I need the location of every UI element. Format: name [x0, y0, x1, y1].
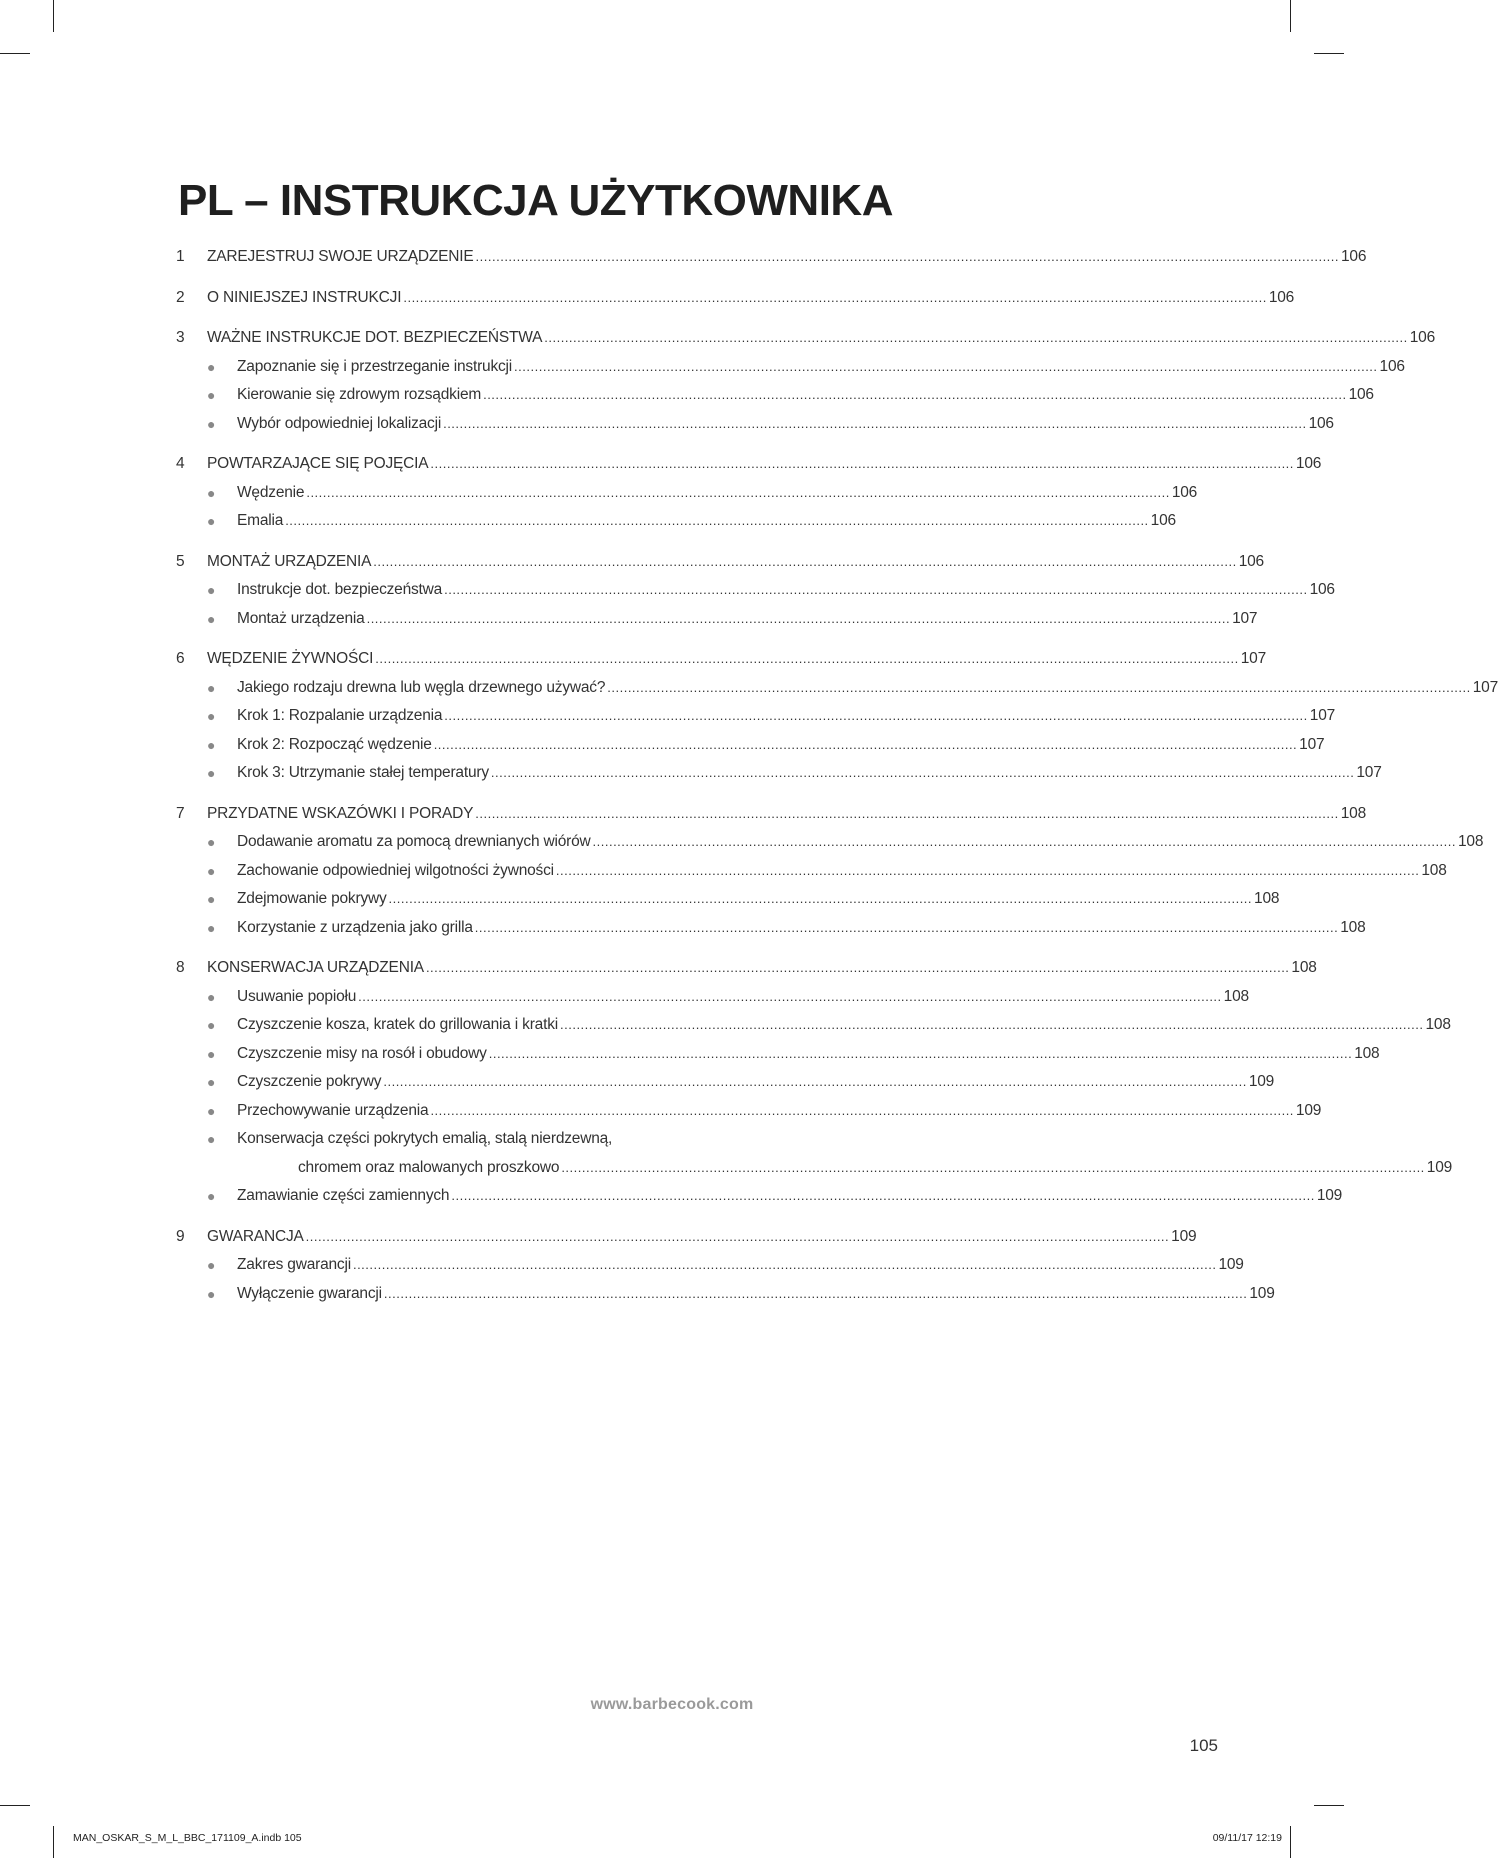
toc-subentry-label: Montaż urządzenia [237, 609, 365, 627]
dot-leader [375, 645, 1238, 674]
bullet-icon: ● [207, 358, 216, 375]
toc-subentry-label: Jakiego rodzaju drewna lub węgla drzewnego używać? [237, 678, 606, 696]
toc-subentry-label: Korzystanie z urządzenia jako grilla [237, 918, 473, 936]
toc-page-number: 106 [1171, 483, 1198, 501]
toc-subentry-label: Emalia [237, 512, 284, 529]
dot-leader [476, 243, 1339, 272]
dot-leader [384, 1280, 1247, 1309]
toc-page-number: 106 [1309, 581, 1335, 598]
toc-entry[interactable] [176, 645, 1266, 674]
toc-page-number: 108 [1291, 959, 1317, 976]
toc-subentry-label: Czyszczenie kosza, kratek do grillowania i kratki [237, 1016, 558, 1033]
toc-page-number: 109 [1171, 1227, 1197, 1245]
bullet-icon: ● [207, 387, 216, 403]
bullet-icon: ● [207, 1017, 216, 1033]
toc-entry[interactable] [176, 324, 1436, 353]
toc-page-number: 109 [1426, 1158, 1453, 1176]
bullet-icon: ● [207, 1257, 216, 1273]
print-datetime: 09/11/17 12:19 [1212, 1832, 1282, 1844]
dot-leader [593, 828, 1456, 857]
toc-entry-label: GWARANCJA [207, 1227, 304, 1245]
toc-subentry-label: Wybór odpowiedniej lokalizacji [237, 414, 442, 432]
dot-leader [475, 914, 1338, 943]
print-file-info: MAN_OSKAR_S_M_L_BBC_171109_A.indb 105 [73, 1832, 302, 1844]
toc-section-number: 2 [176, 288, 185, 306]
toc-page-number: 106 [1308, 414, 1334, 432]
toc-section [176, 284, 1295, 313]
toc-subentry[interactable] [176, 1068, 1275, 1097]
toc-page-number: 107 [1472, 678, 1498, 696]
toc-subentry-label: Wędzenie [237, 483, 305, 501]
toc-subentry[interactable] [176, 381, 1374, 410]
toc-subentry-label: Krok 2: Rozpocząć wędzenie [237, 735, 432, 753]
toc-subentry[interactable] [176, 759, 1382, 788]
toc-subentry[interactable] [176, 983, 1249, 1012]
toc-section [176, 243, 1367, 272]
toc-entry[interactable] [176, 450, 1322, 479]
dot-leader [353, 1251, 1216, 1280]
toc-subentry-label: Dodawanie aromatu za pomocą drewnianych wiórów [237, 833, 591, 850]
toc-entry-label: MONTAŻ URZĄDZENIA [207, 552, 372, 570]
toc-subentry-label: Czyszczenie pokrywy [237, 1073, 382, 1090]
toc-section [176, 954, 1453, 1211]
toc-subentry[interactable] [176, 885, 1280, 914]
toc-section [176, 800, 1484, 943]
table-of-contents [176, 243, 1498, 1320]
toc-subentry-label: Krok 3: Utrzymanie stałej temperatury [237, 764, 489, 781]
dot-leader [373, 548, 1236, 577]
toc-entry[interactable] [176, 800, 1366, 829]
toc-page-number: 106 [1295, 455, 1322, 472]
toc-subentry-label: Instrukcje dot. bezpieczeństwa [237, 581, 443, 598]
toc-page-number: 106 [1268, 288, 1295, 306]
toc-page-number: 106 [1409, 329, 1436, 346]
toc-section-number: 1 [176, 248, 185, 265]
toc-subentry-label: Konserwacja części pokrytych emalią, stalą nierdzewną, [237, 1130, 613, 1147]
toc-subentry-label: Usuwanie popiołu [237, 987, 357, 1005]
toc-subentry[interactable] [176, 605, 1258, 634]
toc-section [176, 324, 1436, 438]
dot-leader [556, 857, 1419, 886]
toc-page-number: 109 [1248, 1073, 1275, 1090]
toc-subentry[interactable] [176, 353, 1405, 382]
toc-subentry-label-continued: chromem oraz malowanych proszkowo [298, 1158, 560, 1176]
toc-subentry-label: Przechowywanie urządzenia [237, 1101, 429, 1119]
dot-leader [491, 759, 1354, 788]
toc-page-number: 106 [1238, 552, 1264, 570]
toc-page-number: 106 [1348, 386, 1374, 403]
dot-leader [444, 702, 1307, 731]
toc-section-number: 7 [176, 804, 185, 822]
toc-entry[interactable] [176, 548, 1264, 577]
toc-section [176, 645, 1498, 788]
dot-leader [444, 576, 1307, 605]
toc-subentry[interactable] [176, 1011, 1451, 1040]
dot-leader [426, 954, 1289, 983]
bullet-icon: ● [207, 679, 216, 696]
crop-mark [53, 0, 54, 32]
bullet-icon: ● [207, 919, 216, 936]
toc-section-number: 4 [176, 455, 185, 472]
bullet-icon: ● [207, 1102, 216, 1119]
toc-entry[interactable] [176, 243, 1367, 272]
toc-subentry[interactable] [176, 507, 1176, 536]
toc-entry-label: O NINIEJSZEJ INSTRUKCJI [207, 288, 402, 306]
toc-subentry[interactable] [176, 828, 1484, 857]
dot-leader [475, 800, 1338, 829]
toc-page-number: 108 [1340, 804, 1366, 822]
toc-subentry-label: Zdejmowanie pokrywy [237, 890, 387, 907]
toc-page-number: 107 [1299, 735, 1325, 753]
bullet-icon: ● [207, 1045, 216, 1062]
bullet-icon: ● [207, 1285, 216, 1302]
website-url[interactable]: www.barbecook.com [590, 1696, 754, 1713]
dot-leader [483, 381, 1346, 410]
bullet-icon: ● [207, 891, 216, 907]
dot-leader [560, 1011, 1423, 1040]
bullet-icon: ● [207, 1188, 216, 1204]
bullet-icon: ● [207, 862, 216, 879]
toc-subentry[interactable] [176, 479, 1198, 508]
toc-page-number: 106 [1150, 512, 1176, 529]
dot-leader [430, 1097, 1293, 1126]
toc-page-number: 108 [1223, 987, 1249, 1005]
toc-page-number: 106 [1379, 357, 1405, 375]
dot-leader [306, 1223, 1169, 1252]
toc-subentry-label: Zapoznanie się i przestrzeganie instrukcji [237, 357, 513, 375]
crop-mark [1314, 53, 1344, 54]
toc-page-number: 108 [1254, 890, 1280, 907]
bullet-icon: ● [207, 582, 216, 598]
bullet-icon: ● [207, 513, 216, 529]
bullet-icon: ● [207, 736, 216, 753]
toc-entry-label: PRZYDATNE WSKAZÓWKI I PORADY [207, 804, 474, 822]
toc-section-number: 5 [176, 552, 185, 570]
toc-entry[interactable] [176, 954, 1317, 983]
toc-entry[interactable] [176, 284, 1295, 313]
toc-page-number: 107 [1309, 707, 1336, 724]
toc-section-number: 9 [176, 1227, 185, 1245]
toc-entry-label: ZAREJESTRUJ SWOJE URZĄDZENIE [207, 248, 474, 265]
toc-subentry[interactable] [176, 410, 1334, 439]
toc-section-number: 6 [176, 650, 185, 667]
toc-entry-label: POWTARZAJĄCE SIĘ POJĘCIA [207, 455, 429, 472]
dot-leader [434, 731, 1297, 760]
crop-mark [1314, 1805, 1344, 1806]
toc-section [176, 450, 1322, 536]
dot-leader [306, 479, 1169, 508]
dot-leader [358, 983, 1221, 1012]
toc-page-number: 109 [1316, 1187, 1343, 1204]
dot-leader [389, 885, 1252, 914]
toc-subentry[interactable] [176, 576, 1335, 605]
page-number: 105 [1189, 1736, 1218, 1755]
toc-entry[interactable] [176, 1223, 1197, 1252]
toc-page-number: 108 [1425, 1016, 1451, 1033]
toc-page-number: 109 [1249, 1284, 1275, 1302]
toc-subentry[interactable] [176, 702, 1336, 731]
toc-subentry-label: Zamawianie części zamiennych [237, 1187, 450, 1204]
toc-page-number: 106 [1341, 248, 1367, 265]
page-title: PL – INSTRUKCJA UŻYTKOWNIKA [178, 176, 893, 225]
toc-page-number: 109 [1218, 1256, 1244, 1273]
toc-page-number: 108 [1458, 833, 1484, 850]
toc-section [176, 548, 1335, 634]
toc-subentry-label: Krok 1: Rozpalanie urządzenia [237, 707, 443, 724]
toc-entry-label: KONSERWACJA URZĄDZENIA [207, 959, 424, 976]
dot-leader [285, 507, 1148, 536]
toc-page-number: 108 [1340, 918, 1366, 936]
toc-subentry[interactable] [176, 1280, 1275, 1309]
toc-subentry-label: Wyłączenie gwarancji [237, 1284, 382, 1302]
dot-leader [561, 1154, 1424, 1183]
toc-subentry-label: Zakres gwarancji [237, 1256, 351, 1273]
toc-subentry[interactable] [176, 857, 1447, 886]
crop-mark [0, 53, 30, 54]
toc-subentry[interactable] [176, 1125, 1453, 1182]
bullet-icon: ● [207, 834, 216, 850]
dot-leader [430, 450, 1293, 479]
bullet-icon: ● [207, 1131, 216, 1147]
toc-page-number: 109 [1295, 1101, 1322, 1119]
crop-mark [1290, 1826, 1291, 1858]
toc-subentry-label: Czyszczenie misy na rosół i obudowy [237, 1044, 487, 1062]
toc-page-number: 107 [1232, 609, 1258, 627]
toc-subentry[interactable] [176, 731, 1325, 760]
dot-leader [367, 605, 1230, 634]
toc-subentry[interactable] [176, 1251, 1244, 1280]
crop-mark [1290, 0, 1291, 32]
dot-leader [383, 1068, 1246, 1097]
toc-section-number: 3 [176, 329, 185, 346]
toc-page-number: 108 [1354, 1044, 1380, 1062]
dot-leader [607, 674, 1470, 703]
toc-section-number: 8 [176, 959, 185, 976]
bullet-icon: ● [207, 708, 216, 724]
bullet-icon: ● [207, 988, 216, 1005]
dot-leader [544, 324, 1407, 353]
toc-subentry-label: Kierowanie się zdrowym rozsądkiem [237, 386, 482, 403]
crop-mark [0, 1805, 30, 1806]
toc-subentry[interactable] [176, 1097, 1322, 1126]
toc-page-number: 107 [1356, 764, 1382, 781]
toc-entry-label: WĘDZENIE ŻYWNOŚCI [207, 650, 374, 667]
bullet-icon: ● [207, 484, 216, 501]
dot-leader [451, 1182, 1314, 1211]
bullet-icon: ● [207, 610, 216, 627]
dot-leader [403, 284, 1266, 313]
toc-section [176, 1223, 1275, 1309]
toc-page-number: 107 [1240, 650, 1266, 667]
dot-leader [514, 353, 1377, 382]
toc-page-number: 108 [1421, 861, 1447, 879]
toc-subentry[interactable] [176, 1182, 1343, 1211]
crop-mark [53, 1826, 54, 1858]
dot-leader [489, 1040, 1352, 1069]
dot-leader [443, 410, 1306, 439]
bullet-icon: ● [207, 415, 216, 432]
bullet-icon: ● [207, 1074, 216, 1090]
bullet-icon: ● [207, 765, 216, 781]
toc-subentry-label: Zachowanie odpowiedniej wilgotności żywności [237, 861, 554, 879]
toc-entry-label: WAŻNE INSTRUKCJE DOT. BEZPIECZEŃSTWA [207, 329, 543, 346]
toc-subentry[interactable] [176, 674, 1498, 703]
toc-subentry[interactable] [176, 914, 1366, 943]
toc-subentry[interactable] [176, 1040, 1380, 1069]
